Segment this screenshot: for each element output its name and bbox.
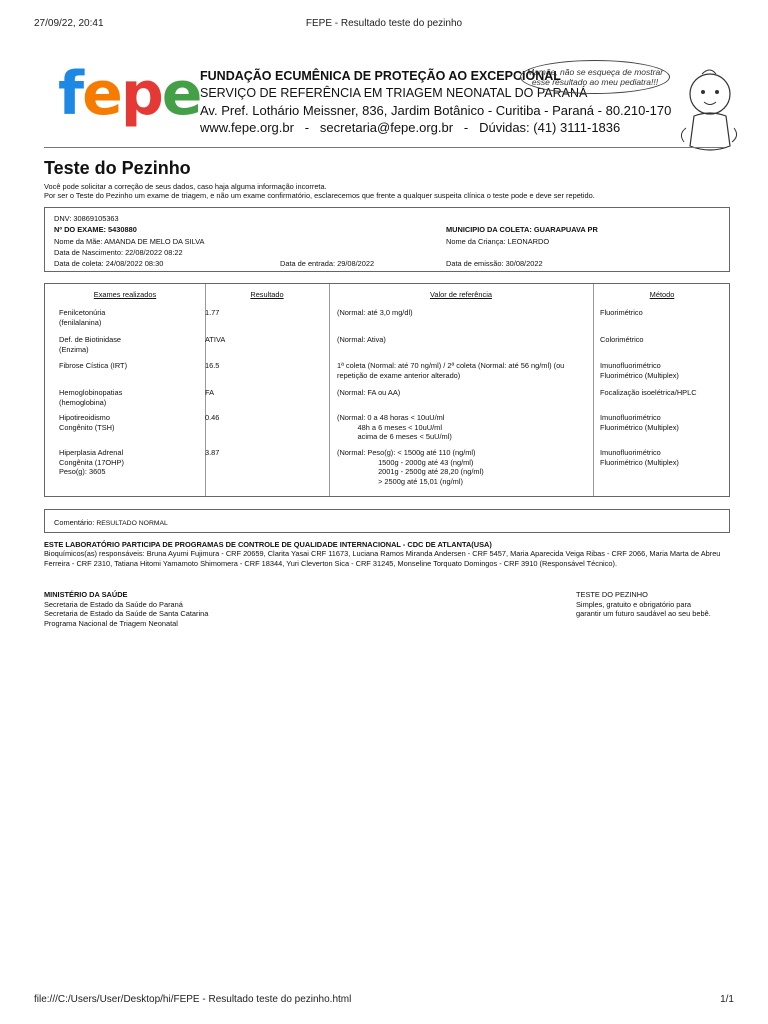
logo-letter: p xyxy=(120,59,162,129)
org-address: Av. Pref. Lothário Meissner, 836, Jardim Botânico - Curitiba - Paraná - 80.210-170 xyxy=(200,103,672,118)
baby-illustration-icon xyxy=(672,58,742,158)
print-file-path: file:///C:/Users/User/Desktop/hi/FEPE - Resultado teste do pezinho.html xyxy=(34,994,352,1005)
birth-date: Data de Nascimento: 22/08/2022 08:22 xyxy=(54,248,183,257)
cell-ref: (Normal: até 3,0 mg/dl) xyxy=(337,308,413,317)
cell-method: Colorimétrico xyxy=(600,335,644,344)
cell-exam: Hemoglobinopatias (hemoglobina) xyxy=(59,388,123,407)
slogan-title: TESTE DO PEZINHO xyxy=(576,590,648,599)
cell-result: 0.46 xyxy=(205,413,220,422)
header-method: Método xyxy=(649,290,675,299)
speech-bubble: Mamãe, não se esqueça de mostrar esse resultado ao meu pediatra!!! xyxy=(520,60,670,94)
page-title: Teste do Pezinho xyxy=(44,158,191,178)
exam-number: Nº DO EXAME: 5430880 xyxy=(54,225,137,234)
cell-result: 3.87 xyxy=(205,448,220,457)
collection-municipality: MUNICIPIO DA COLETA: GUARAPUAVA PR xyxy=(446,225,598,234)
comment-label: Comentário: xyxy=(54,518,95,527)
intro-line: Por ser o Teste do Pezinho um exame de triagem, e não um exame confirmatório, esclarecemos que frente a qualquer suspeita clínica o teste pode e deve ser repetido. xyxy=(44,191,595,200)
cell-ref: (Normal: 0 a 48 horas < 10uU/ml 48h a 6 meses < 10uU/ml acima de 6 meses < 5uU/ml) xyxy=(337,413,452,441)
child-name: Nome da Criança: LEONARDO xyxy=(446,237,550,246)
logo-letter: f xyxy=(58,59,83,129)
patient-info-box xyxy=(44,207,730,272)
comment xyxy=(54,518,168,529)
header-divider xyxy=(44,147,724,148)
ministry-block xyxy=(44,590,208,628)
cell-exam: Fenilcetonúria (fenilalanina) xyxy=(59,308,106,327)
cell-ref: (Normal: FA ou AA) xyxy=(337,388,401,397)
header-exams: Exames realizados xyxy=(93,290,157,299)
cell-method: Focalização isoelétrica/HPLC xyxy=(600,388,697,397)
cell-exam: Fibrose Cística (IRT) xyxy=(59,361,128,370)
issue-date: Data de emissão: 30/08/2022 xyxy=(446,259,543,268)
ministry-line: Secretaria de Estado da Saúde de Santa Catarina xyxy=(44,609,209,618)
slogan-block xyxy=(576,590,711,619)
ministry-line: Programa Nacional de Triagem Neonatal xyxy=(44,618,178,628)
print-datetime: 27/09/22, 20:41 xyxy=(34,18,104,29)
fepe-logo xyxy=(58,59,201,129)
cell-ref: 1ª coleta (Normal: até 70 ng/ml) / 2ª coleta (Normal: até 56 ng/ml) (ou repetição de exame anterior alterado) xyxy=(337,361,565,380)
cell-method: Imunofluorimétrico Fluorimétrico (Multiplex) xyxy=(600,361,679,380)
col-divider xyxy=(593,284,594,496)
ministry-line: Secretaria de Estado da Saúde do Paraná xyxy=(44,599,183,609)
print-title: FEPE - Resultado teste do pezinho xyxy=(305,18,463,29)
mother-name: Nome da Mãe: AMANDA DE MELO DA SILVA xyxy=(54,237,205,246)
intro-text xyxy=(44,182,734,200)
slogan-line: Simples, gratuito e obrigatório para xyxy=(576,599,692,609)
cell-result: FA xyxy=(205,388,215,397)
cell-result: 16.5 xyxy=(205,361,220,370)
cell-result: 1.77 xyxy=(205,308,220,317)
intro-line: Você pode solicitar a correção de seus dados, caso haja alguma informação incorreta. xyxy=(44,182,327,191)
entry-date: Data de entrada: 29/08/2022 xyxy=(280,259,375,268)
cell-method: Imunofluorimétrico Fluorimétrico (Multiplex) xyxy=(600,448,679,467)
org-service: SERVIÇO DE REFERÊNCIA EM TRIAGEM NEONATAL DO PARANÁ xyxy=(200,86,588,100)
logo-letter: e xyxy=(82,59,121,129)
cell-ref: (Normal: Ativa) xyxy=(337,335,386,344)
cell-exam: Hipotireoidismo Congênito (TSH) xyxy=(59,413,115,432)
header-reference: Valor de referência xyxy=(430,290,492,299)
cell-result: ATIVA xyxy=(205,335,226,344)
org-contact: www.fepe.org.br - secretaria@fepe.org.br - Dúvidas: (41) 3111-1836 xyxy=(200,120,621,135)
org-name: FUNDAÇÃO ECUMÊNICA DE PROTEÇÃO AO EXCEPCIONAL xyxy=(200,69,561,83)
cell-exam: Hiperplasia Adrenal Congênita (17OHP) Peso(g): 3605 xyxy=(59,448,124,476)
cell-exam: Def. de Biotinidase (Enzima) xyxy=(59,335,122,354)
results-table xyxy=(44,283,730,497)
quality-title: ESTE LABORATÓRIO PARTICIPA DE PROGRAMAS DE CONTROLE DE QUALIDADE INTERNACIONAL - CDC DE ATLANTA(USA) xyxy=(44,540,492,549)
cell-method: Fluorimétrico xyxy=(600,308,643,317)
comment-value: RESULTADO NORMAL xyxy=(96,520,168,527)
collection-date: Data de coleta: 24/08/2022 08:30 xyxy=(54,259,164,268)
comment-box xyxy=(44,509,730,533)
ministry-title: MINISTÉRIO DA SAÚDE xyxy=(44,590,128,599)
cell-method: Imunofluorimétrico Fluorimétrico (Multiplex) xyxy=(600,413,679,432)
logo-letter: e xyxy=(161,59,201,129)
dnv: DNV: 30869105363 xyxy=(54,214,119,223)
header-result: Resultado xyxy=(250,290,284,299)
slogan-line: garantir um futuro saudável ao seu bebê. xyxy=(576,609,711,618)
print-page-number: 1/1 xyxy=(720,994,734,1005)
col-divider xyxy=(329,284,330,496)
cell-ref: (Normal: Peso(g): < 1500g até 110 (ng/ml) 1500g - 2000g até 43 (ng/ml) 2001g - 2500g até 28,20 (ng/ml) > 2500g até 15,01 (ng/ml) xyxy=(337,448,484,486)
quality-text: Bioquímicos(as) responsáveis: Bruna Ayumi Fujimura - CRF 20659, Clarita Yasai CRF 11673, Luciana Ramos Miranda Andersen - CRF 5457, Maria Aparecida Veiga Ribas - CRF 2066, Maria Marta de Abreu Ferreira - CRF 2310, Tatiana Hitomi Yamamoto Shimomera - CRF 18344, Yuri Cleverton Sica - CRF 31245, Monseline Torquato Domingos - CRF 3910 (Responsável Técnico). xyxy=(44,549,721,568)
